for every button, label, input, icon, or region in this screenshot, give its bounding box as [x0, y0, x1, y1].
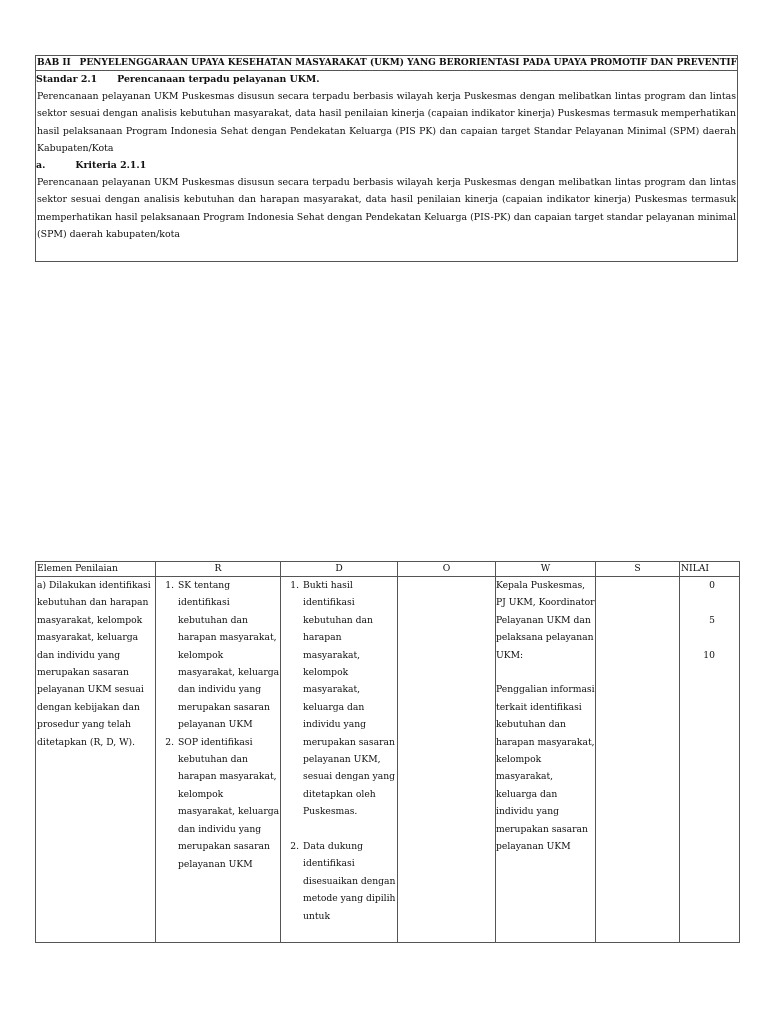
w-text-1: Kepala Puskesmas, PJ UKM, Koordinator Pelayanan UKM dan pelaksana pelayanan UKM: — [496, 580, 595, 661]
header-s: S — [596, 562, 680, 577]
d-item-text: Bukti hasil identifikasi kebutuhan dan harapan masyarakat, kelompok masyarakat, keluarga dan individu yang merupakan sasaran pelayanan UKM, sesuai dengan yang ditetapkan oleh Puskesmas. — [303, 580, 396, 818]
standard-label: Standar 2.1 — [36, 74, 98, 85]
header-elemen: Elemen Penilaian — [36, 562, 156, 577]
r-item-text: SK tentang identifikasi kebutuhan dan harapan masyarakat, kelompok masyarakat, keluarga dan individu yang merupakan sasaran pelayanan UKM — [178, 580, 280, 731]
criteria-title: Kriteria 2.1.1 — [75, 160, 147, 172]
chapter-header — [36, 56, 737, 71]
w-text-2: Penggalian informasi terkait identifikasi kebutuhan dan harapan masyarakat, kelompok masyarakat, keluarga dan individu yang merupakan sasaran pelayanan UKM — [496, 684, 595, 853]
criteria-heading — [36, 157, 737, 174]
r-item-text: SOP identifikasi kebutuhan dan harapan masyarakat, kelompok masyarakat, keluarga dan individu yang merupakan sasaran pelayanan UKM — [178, 736, 280, 870]
assessment-table — [35, 561, 740, 943]
standard-text: Perencanaan pelayanan UKM Puskesmas disusun secara terpadu berbasis wilayah kerja Puskesmas dengan melibatkan lintas program dan lintas sektor sesuai dengan analisis kebutuhan masyarakat, data hasil penilaian kinerja (capaian indikator kinerja) Puskesmas termasuk memperhatikan hasil pelaksanaan Program Indonesia Sehat dengan Pendekatan Keluarga (PIS PK) dan capaian target Standar Pelayanan Minimal (SPM) daerah Kabupaten/Kota — [37, 91, 736, 154]
r-item-number: 2. — [165, 736, 174, 748]
cell-d — [281, 577, 398, 943]
r-item — [156, 577, 280, 734]
chapter-title: PENYELENGGARAAN UPAYA KESEHATAN MASYARAKAT (UKM) YANG BERORIENTASI PADA UPAYA PROMOTIF DAN PREVENTIF — [79, 58, 737, 68]
r-list — [156, 577, 280, 873]
elemen-text: a) Dilakukan identifikasi kebutuhan dan harapan masyarakat, kelompok masyarakat, keluarga dan individu yang merupakan sasaran pelayanan UKM sesuai dengan kebijakan dan prosedur yang telah ditetapkan (R, D, W). — [37, 580, 151, 748]
d-item-number: 1. — [290, 580, 299, 591]
standard-description-box — [35, 55, 738, 262]
d-item — [281, 577, 397, 821]
nilai-value: 5 — [709, 614, 715, 626]
d-list — [281, 577, 397, 925]
standard-title: Perencanaan terpadu pelayanan UKM. — [117, 74, 320, 85]
header-w: W — [496, 562, 596, 577]
table-header-row — [36, 562, 740, 577]
criteria-label: a. — [36, 160, 46, 172]
cell-elemen — [36, 577, 156, 943]
cell-w — [496, 577, 596, 943]
criteria-text: Perencanaan pelayanan UKM Puskesmas disusun secara terpadu berbasis wilayah kerja Puskesmas dengan melibatkan lintas program dan lintas sektor sesuai dengan analisis kebutuhan dan harapan masyarakat, data hasil penilaian kinerja (capaian indikator kinerja) Puskesmas termasuk memperhatikan hasil pelaksanaan Program Indonesia Sehat dengan Pendekatan Keluarga (PIS-PK) dan capaian target standar pelayanan minimal (SPM) daerah kabupaten/kota — [37, 177, 736, 240]
d-item — [281, 838, 397, 925]
cell-nilai — [680, 577, 740, 943]
header-d: D — [281, 562, 398, 577]
nilai-value: 0 — [709, 580, 715, 591]
d-item-text: Data dukung identifikasi disesuaikan dengan metode yang dipilih untuk — [303, 841, 396, 922]
standard-heading — [36, 71, 737, 88]
r-item-number: 1. — [165, 580, 174, 591]
cell-s — [596, 577, 680, 943]
header-o: O — [398, 562, 496, 577]
d-item-number: 2. — [290, 841, 299, 853]
cell-r — [156, 577, 281, 943]
header-nilai: NILAI — [680, 562, 740, 577]
nilai-values — [680, 577, 739, 681]
r-item — [156, 734, 280, 873]
cell-o — [398, 577, 496, 943]
chapter-label: BAB II — [37, 58, 71, 68]
table-row — [36, 577, 740, 943]
header-r: R — [156, 562, 281, 577]
nilai-value: 10 — [703, 649, 715, 661]
